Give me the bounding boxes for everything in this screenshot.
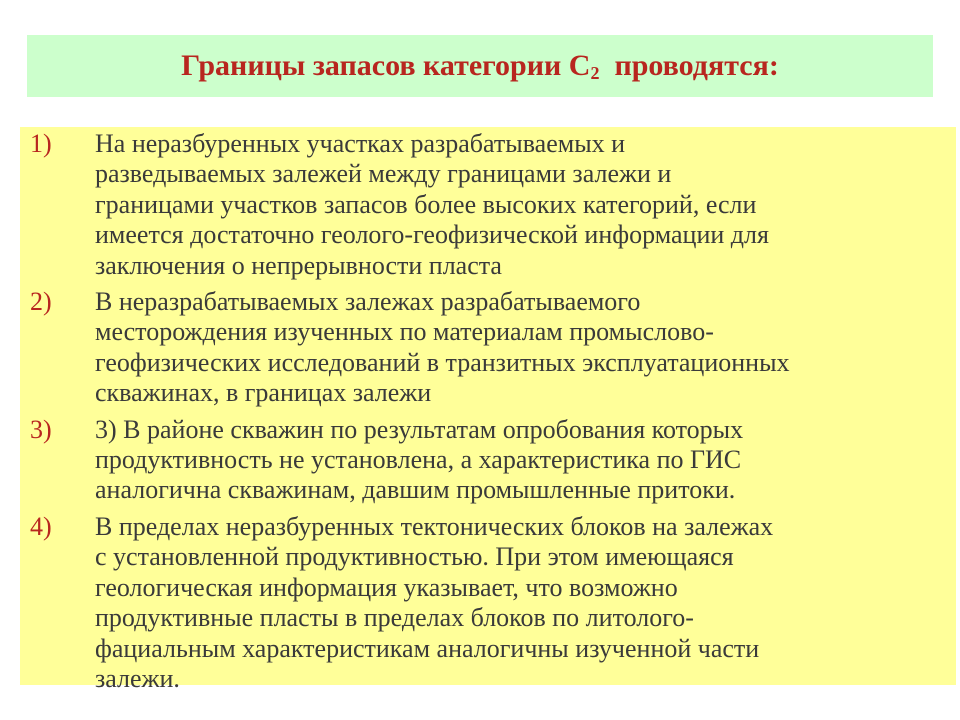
title-suffix: проводятся: [614,49,779,82]
list-item-2-line-2: месторождения изученных по материалам промыслово- [95,317,714,347]
list-marker-3: 3) [30,414,52,444]
slide-title [181,48,779,84]
list-item-1-line-4: имеется достаточно геолого-геофизической информации для [95,220,769,250]
title-text: Границы запасов категории С [181,49,591,82]
list-item-4 [30,512,960,694]
list-item-3-line-3: аналогична скважинам, давшим промышленные притоки. [95,475,736,505]
content-panel [20,127,956,693]
list-item-1-line-5: заключения о непрерывности пласта [95,250,502,280]
list-item-2-line-4: скважинах, в границах залежи [95,378,432,408]
list-item-3-line-1: 3) В районе скважин по результатам опробования которых [95,414,744,444]
list-item-1-line-1: На неразбуренных участках разрабатываемых и [95,129,626,158]
list-item-4-line-3: геологическая информация указывает, что возможно [95,572,678,602]
conditions-list [30,127,960,700]
list-item-4-line-4: продуктивные пласты в пределах блоков по литолого- [95,603,694,633]
list-item-2-line-3: геофизических исследований в транзитных эксплуатационных [95,347,790,377]
title-subscript: 2 [590,63,600,83]
list-item-4-line-5: фациальным характеристикам аналогичны изученной части [95,633,760,663]
list-marker-2: 2) [30,287,52,317]
list-marker-4: 4) [30,511,52,541]
list-item-4-line-1: В пределах неразбуренных тектонических блоков на залежах [95,511,774,541]
list-item-4-line-6: залежи. [95,663,180,693]
list-item-2 [30,287,960,409]
list-item-1 [30,129,960,281]
list-item-2-line-1: В неразрабатываемых залежах разрабатываемого [95,287,641,317]
list-item-1-line-2: разведываемых залежей между границами залежи и [95,159,672,189]
title-bar [27,35,933,97]
list-item-4-line-2: с установленной продуктивностью. При этом имеющаяся [95,542,734,572]
list-item-3 [30,415,960,506]
list-item-1-line-3: границами участков запасов более высоких категорий, если [95,189,757,219]
list-marker-1: 1) [30,129,52,158]
list-item-3-line-2: продуктивность не установлена, а характеристика по ГИС [95,445,742,475]
